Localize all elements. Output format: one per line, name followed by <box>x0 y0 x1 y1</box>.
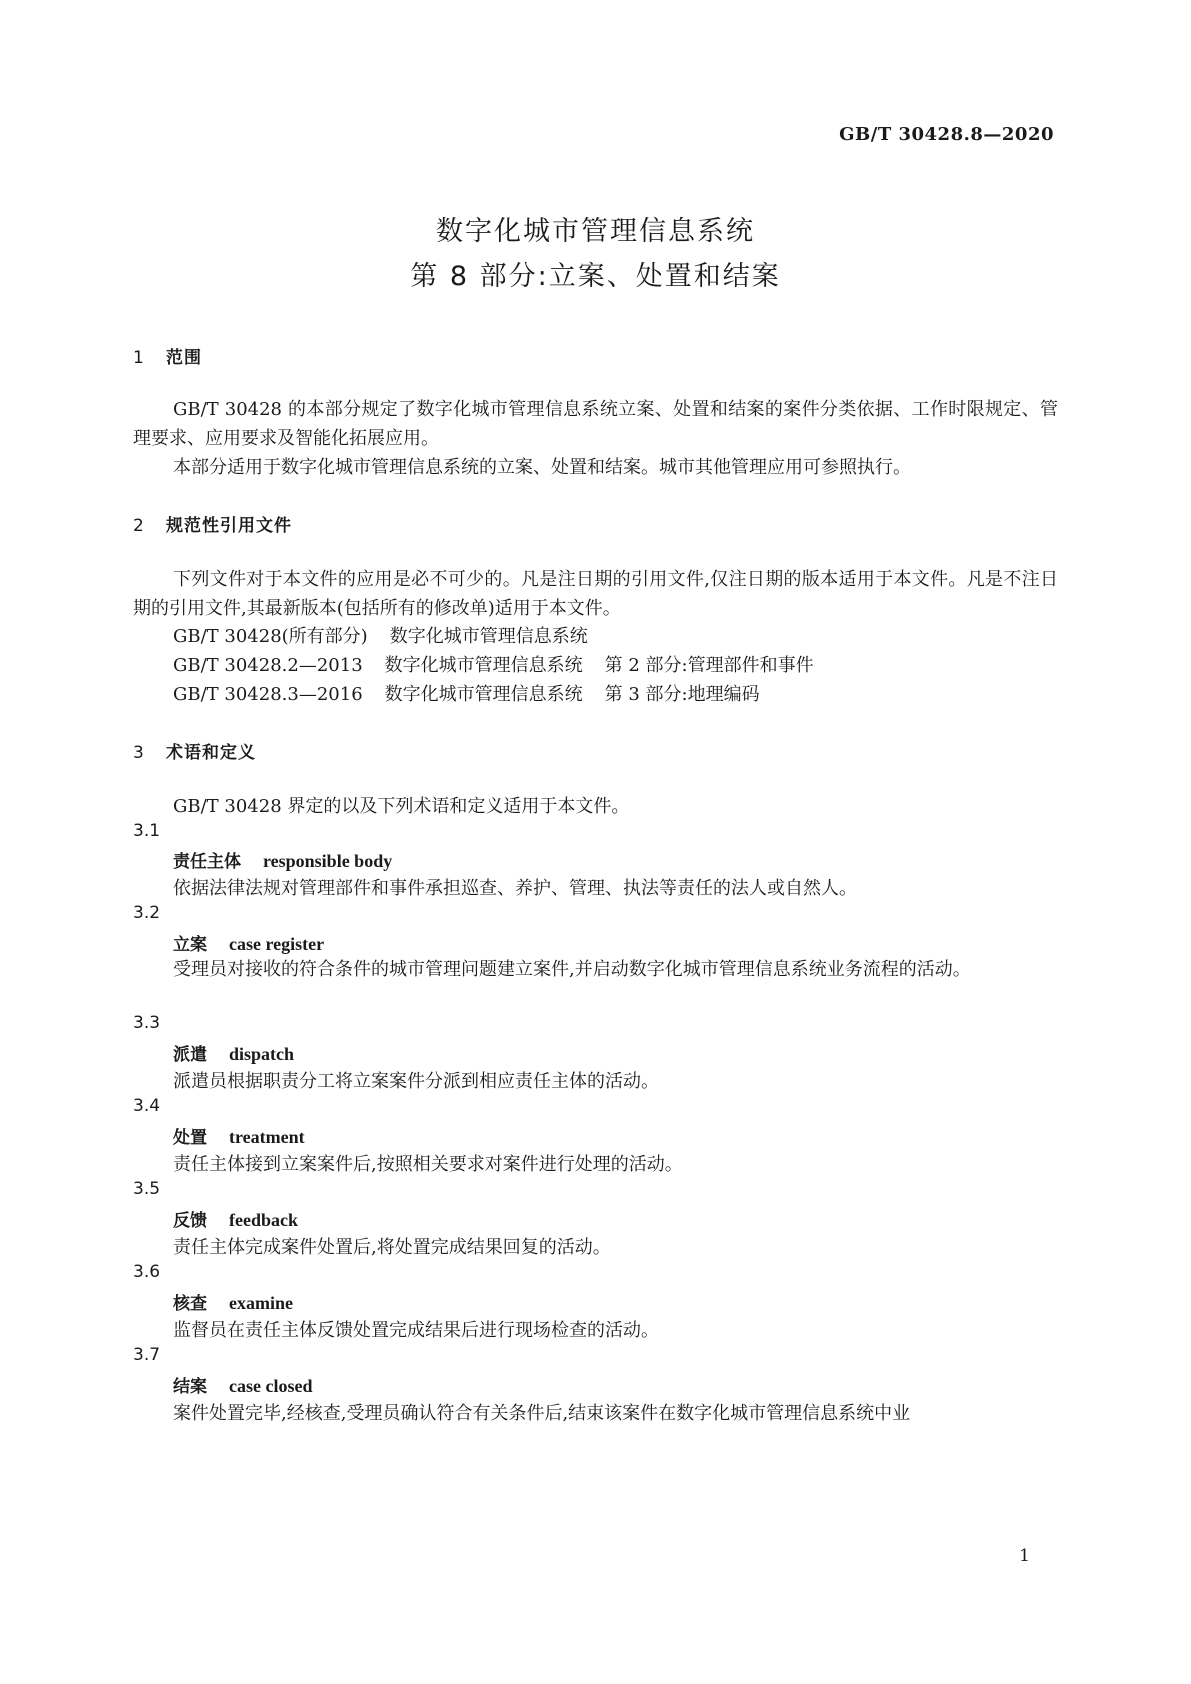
section-number: 1 <box>133 348 144 368</box>
section-title: 术语和定义 <box>166 743 256 763</box>
term-en: feedback <box>229 1210 298 1230</box>
term-number: 3.2 <box>133 903 161 923</box>
section-3-intro: GB/T 30428 界定的以及下列术语和定义适用于本文件。 <box>173 796 630 817</box>
page-number: 1 <box>1019 1546 1030 1566</box>
term-heading <box>173 1372 312 1397</box>
section-1-paragraph-1: GB/T 30428 的本部分规定了数字化城市管理信息系统立案、处置和结案的案件分类依据、工作时限规定、管理要求、应用要求及智能化拓展应用。 <box>133 399 1058 449</box>
term-en: examine <box>229 1293 293 1313</box>
section-number: 2 <box>133 516 144 536</box>
term-heading <box>173 1123 305 1148</box>
section-title: 范围 <box>166 348 202 368</box>
term-en: responsible body <box>263 851 393 871</box>
reference-code: GB/T 30428.3—2016 <box>173 684 363 705</box>
document-title-line1: 数字化城市管理信息系统 <box>436 216 755 247</box>
term-definition: 监督员在责任主体反馈处置完成结果后进行现场检查的活动。 <box>173 1320 659 1341</box>
normative-reference <box>173 651 814 677</box>
term-en: case register <box>229 934 325 954</box>
term-number: 3.5 <box>133 1179 161 1199</box>
section-2-heading <box>133 511 292 536</box>
term-heading <box>173 1040 294 1065</box>
term-cn: 核查 <box>173 1294 207 1314</box>
reference-code: GB/T 30428.2—2013 <box>173 655 363 676</box>
term-cn: 立案 <box>173 935 207 955</box>
section-1-heading <box>133 343 202 368</box>
standard-code: GB/T 30428.8—2020 <box>839 124 1054 145</box>
term-definition: 案件处置完毕,经核查,受理员确认符合有关条件后,结束该案件在数字化城市管理信息系统中业 <box>173 1403 911 1424</box>
term-en: case closed <box>229 1376 313 1396</box>
reference-part: 第 3 部分:地理编码 <box>604 684 760 705</box>
term-cn: 反馈 <box>173 1211 207 1231</box>
section-3-heading <box>133 738 256 763</box>
term-cn: 结案 <box>173 1377 207 1397</box>
term-definition: 派遣员根据职责分工将立案案件分派到相应责任主体的活动。 <box>173 1071 659 1092</box>
term-heading <box>173 847 392 872</box>
term-number: 3.1 <box>133 821 161 841</box>
term-cn: 处置 <box>173 1128 207 1148</box>
term-number: 3.4 <box>133 1096 161 1116</box>
term-number: 3.6 <box>133 1262 161 1282</box>
reference-code: GB/T 30428(所有部分) <box>173 626 368 647</box>
normative-reference <box>173 622 588 648</box>
section-title: 规范性引用文件 <box>166 516 292 536</box>
term-heading <box>173 930 324 955</box>
section-number: 3 <box>133 743 144 763</box>
term-definition: 依据法律法规对管理部件和事件承担巡查、养护、管理、执法等责任的法人或自然人。 <box>173 878 857 899</box>
term-definition: 受理员对接收的符合条件的城市管理问题建立案件,并启动数字化城市管理信息系统业务流程的活动。 <box>173 959 971 980</box>
reference-title: 数字化城市管理信息系统 <box>389 626 588 647</box>
term-cn: 派遣 <box>173 1045 207 1065</box>
term-definition: 责任主体完成案件处置后,将处置完成结果回复的活动。 <box>173 1237 611 1258</box>
normative-reference <box>173 680 760 706</box>
reference-title: 数字化城市管理信息系统 <box>384 684 583 705</box>
section-1-paragraph-2: 本部分适用于数字化城市管理信息系统的立案、处置和结案。城市其他管理应用可参照执行。 <box>173 457 911 478</box>
term-en: treatment <box>229 1127 305 1147</box>
reference-part: 第 2 部分:管理部件和事件 <box>604 655 814 676</box>
term-en: dispatch <box>229 1044 295 1064</box>
section-2-paragraph-1: 下列文件对于本文件的应用是必不可少的。凡是注日期的引用文件,仅注日期的版本适用于本文件。凡是不注日期的引用文件,其最新版本(包括所有的修改单)适用于本文件。 <box>133 569 1058 619</box>
term-number: 3.3 <box>133 1013 161 1033</box>
term-heading <box>173 1206 298 1231</box>
term-number: 3.7 <box>133 1345 161 1365</box>
term-heading <box>173 1289 293 1314</box>
term-definition: 责任主体接到立案案件后,按照相关要求对案件进行处理的活动。 <box>173 1154 683 1175</box>
reference-title: 数字化城市管理信息系统 <box>384 655 583 676</box>
document-title-line2: 第 8 部分:立案、处置和结案 <box>410 261 781 292</box>
term-cn: 责任主体 <box>173 852 241 872</box>
